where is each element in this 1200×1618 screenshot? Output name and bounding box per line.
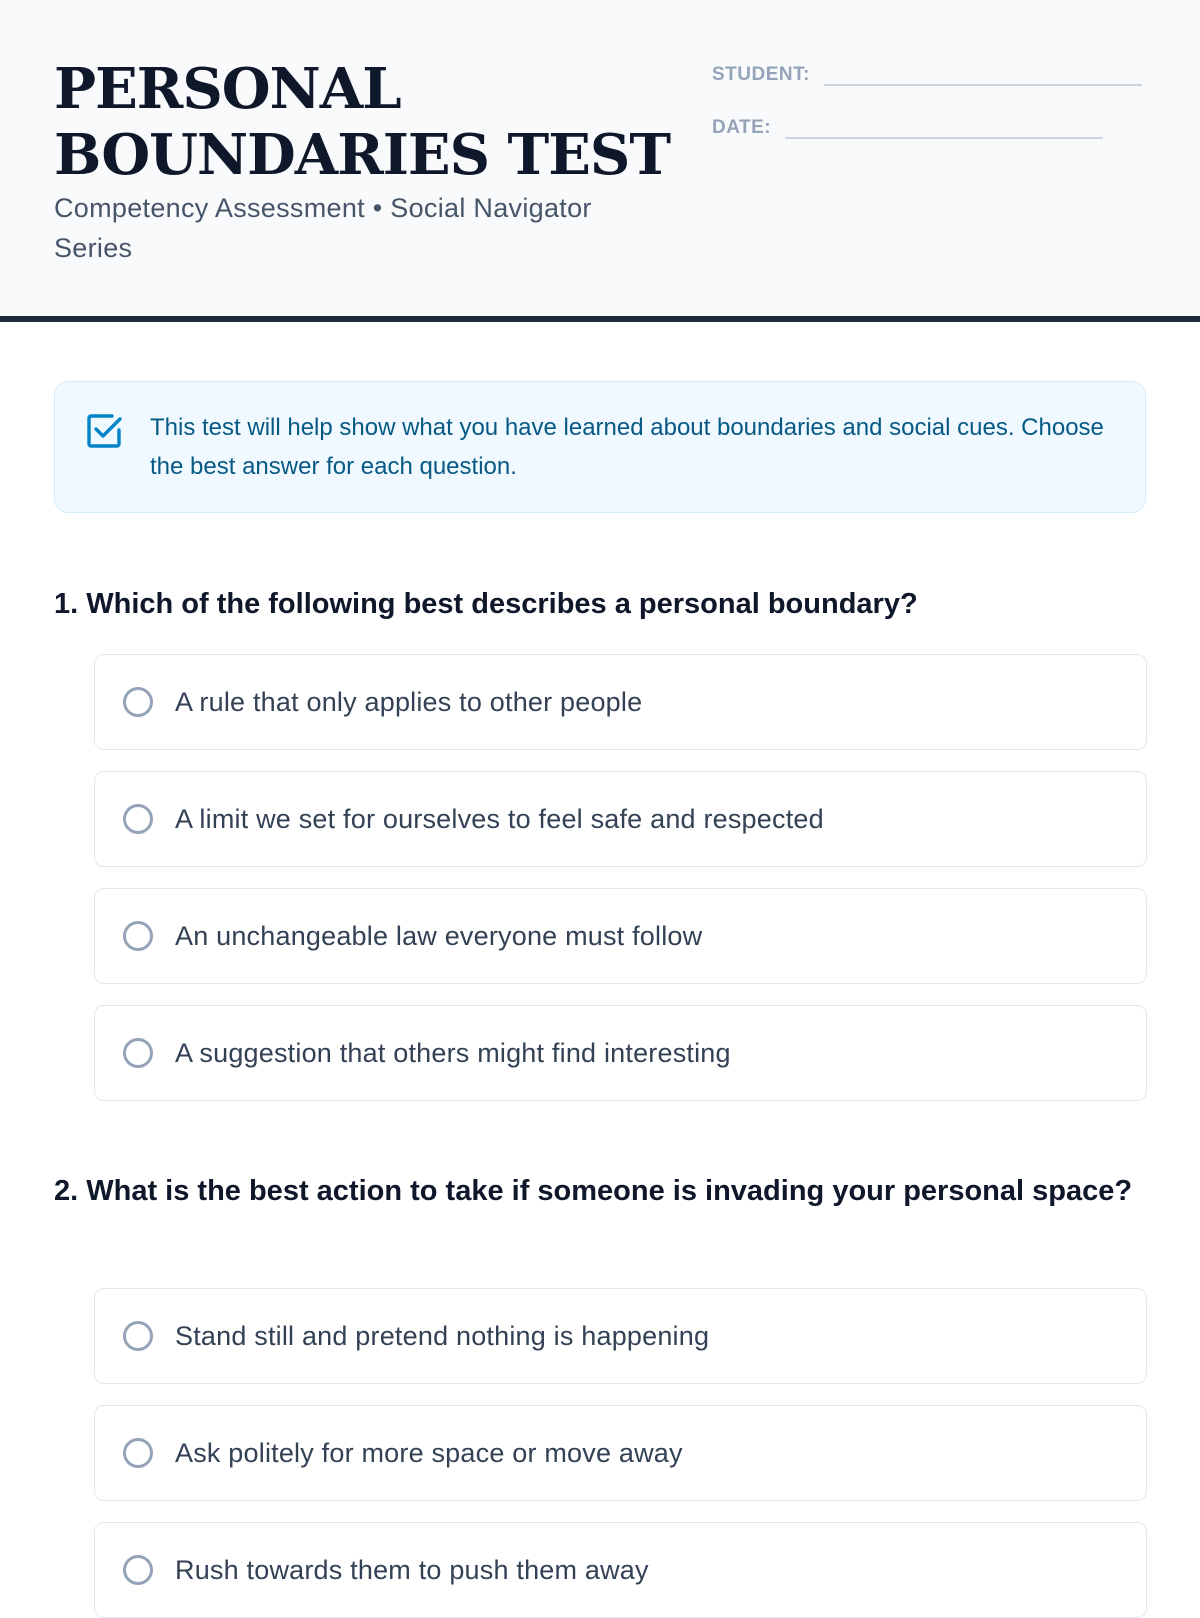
radio-icon[interactable]: [123, 1321, 153, 1351]
page-title: [54, 56, 694, 188]
q1-option-1[interactable]: [94, 654, 1147, 750]
radio-icon[interactable]: [123, 804, 153, 834]
q2-option-3[interactable]: [94, 1522, 1147, 1618]
option-label: A rule that only applies to other people: [175, 686, 643, 717]
page-subtitle: Competency Assessment • Social Navigator Series: [54, 193, 592, 263]
option-label: A suggestion that others might find interesting: [175, 1037, 731, 1068]
option-label: Rush towards them to push them away: [175, 1554, 649, 1585]
option-label: Stand still and pretend nothing is happening: [175, 1320, 710, 1351]
title-line-1: PERSONAL: [54, 56, 401, 122]
q1-option-3[interactable]: [94, 888, 1147, 984]
date-field: [712, 115, 1103, 139]
instructions-text: This test will help show what you have learned about boundaries and social cues. Choose the best answer for each question.: [150, 414, 1104, 480]
option-label: A limit we set for ourselves to feel safe and respected: [175, 803, 824, 834]
checkbox-icon: [85, 412, 123, 450]
q2-option-2[interactable]: [94, 1405, 1147, 1501]
question-1: 1. Which of the following best describes a personal boundary?: [54, 588, 918, 620]
q1-option-4[interactable]: [94, 1005, 1147, 1101]
page-header: [0, 0, 1200, 322]
radio-icon[interactable]: [123, 1038, 153, 1068]
student-name-line[interactable]: [824, 62, 1142, 86]
radio-icon[interactable]: [123, 1555, 153, 1585]
q2-option-1[interactable]: [94, 1288, 1147, 1384]
instructions-notice: [54, 381, 1146, 513]
student-field: [712, 62, 1142, 86]
student-label: STUDENT:: [712, 64, 810, 85]
title-line-2: BOUNDARIES TEST: [54, 122, 671, 188]
q1-option-2[interactable]: [94, 771, 1147, 867]
date-line[interactable]: [785, 115, 1103, 139]
radio-icon[interactable]: [123, 921, 153, 951]
radio-icon[interactable]: [123, 1438, 153, 1468]
option-label: An unchangeable law everyone must follow: [175, 920, 703, 951]
option-label: Ask politely for more space or move away: [175, 1437, 683, 1468]
question-2: 2. What is the best action to take if someone is invading your personal space?: [54, 1175, 1133, 1207]
date-label: DATE:: [712, 117, 772, 138]
radio-icon[interactable]: [123, 687, 153, 717]
